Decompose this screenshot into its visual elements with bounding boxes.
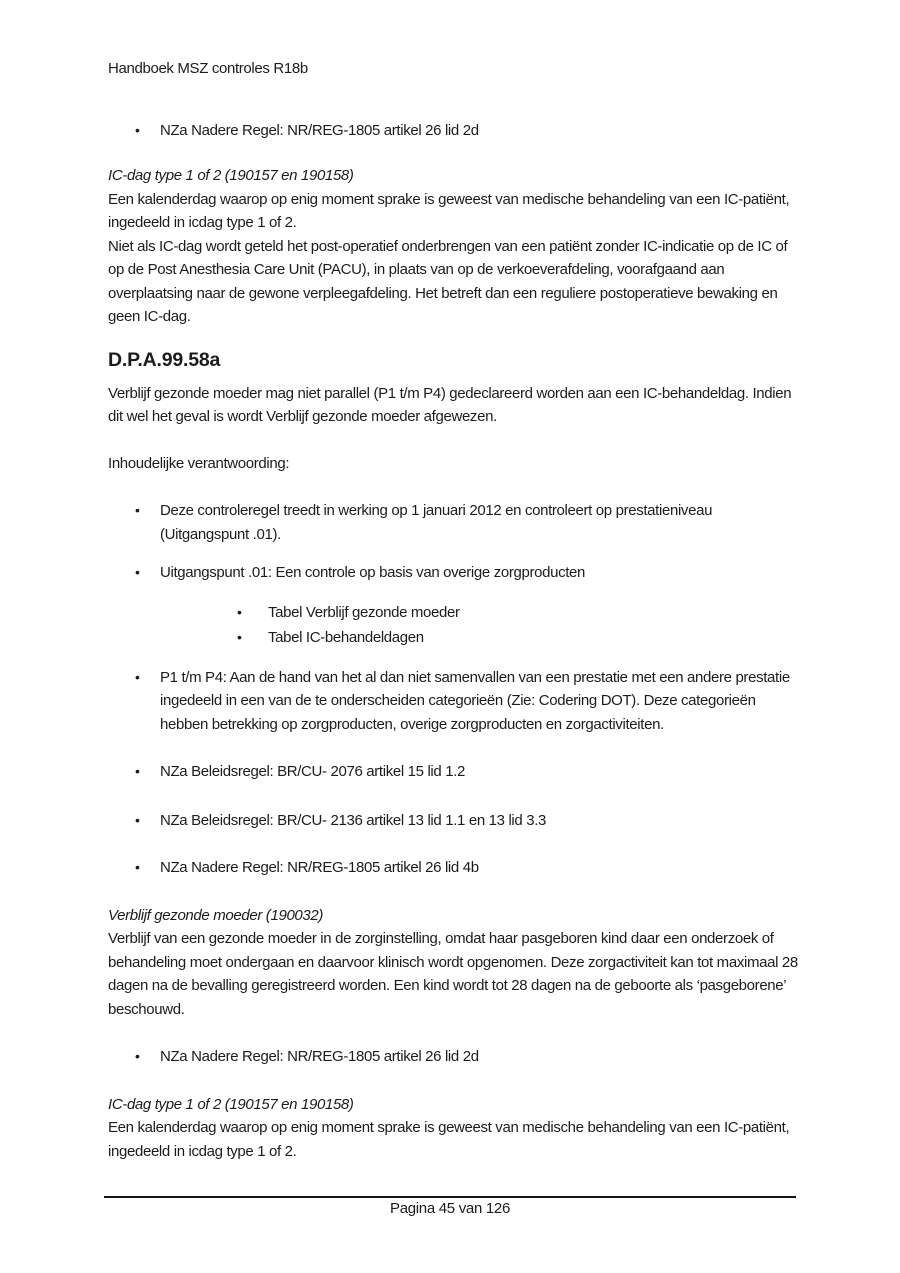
bullet-text-beleidsregel-2076: NZa Beleidsregel: BR/CU- 2076 artikel 15 lid 1.2 bbox=[160, 763, 466, 780]
verblijf-definition-paragraph: Verblijf van een gezonde moeder in de zorginstelling, omdat haar pasgeboren kind daar een onderzoek of behandeling moet ondergaan en daarvoor klinisch wordt opgenomen. Deze zorgactiviteit kan tot maximaal 28 dagen na de bevalling geregistreerd worden. Een kind wordt tot 28 dagen na de geboorte als ‘pasgeborene’ beschouwd. bbox=[108, 930, 798, 1018]
document-header-title: Handboek MSZ controles R18b bbox=[108, 60, 308, 77]
list-item bbox=[108, 856, 798, 880]
bullet-icon: • bbox=[135, 121, 140, 138]
icdag-definition-paragraph-1: Een kalenderdag waarop op enig moment sprake is geweest van medische behandeling van een IC-patiënt, ingedeeld in icdag type 1 of 2. bbox=[108, 190, 790, 231]
document-content bbox=[108, 57, 798, 1163]
bullet-icon: • bbox=[135, 1048, 140, 1064]
rule-description: Verblijf gezonde moeder mag niet parallel (P1 t/m P4) gedeclareerd worden aan een IC-behandeldag. Indien dit wel het geval is wordt Verblijf gezonde moeder afgewezen. bbox=[108, 384, 792, 425]
bullet-text-uitgangspunt: Uitgangspunt .01: Een controle op basis van overige zorgproducten bbox=[160, 564, 586, 581]
list-item bbox=[108, 666, 798, 737]
verblijf-definition-title: Verblijf gezonde moeder (190032) bbox=[108, 906, 324, 924]
bullet-text-controleregel: Deze controleregel treedt in werking op 1 januari 2012 en controleert op prestatieniveau (Uitgangspunt .01). bbox=[160, 502, 713, 543]
sub-list-item bbox=[108, 626, 798, 650]
bullet-text-p1-p4: P1 t/m P4: Aan de hand van het al dan niet samenvallen van een prestatie met een andere prestatie ingedeeld in een van de te onderscheiden categorieën (Zie: Codering DOT). Deze categorieën hebben betrekking op zorgproducten, overige zorgproducten en zorgactiviteiten. bbox=[160, 668, 790, 733]
bullet-icon: • bbox=[135, 502, 140, 518]
bullet-icon: • bbox=[237, 603, 242, 620]
sub-bullet-text-tabel-icdagen: Tabel IC-behandeldagen bbox=[268, 629, 424, 646]
bullet-icon: • bbox=[135, 564, 140, 580]
icdag-definition-title-repeat: IC-dag type 1 of 2 (190157 en 190158) bbox=[108, 1095, 354, 1113]
bullet-icon: • bbox=[237, 629, 242, 645]
page-number: Pagina 45 van 126 bbox=[389, 1200, 510, 1217]
icdag-definition-paragraph-2: Niet als IC-dag wordt geteld het post-operatief onderbrengen van een patiënt zonder IC-indicatie op de IC of op de Post Anesthesia Care Unit (PACU), in plaats van op de verkoeverafdeling, voorafgaand aan overplaatsing naar de gewone verpleegafdeling. Het betreft dan een reguliere postoperatieve bewaking en geen IC-dag. bbox=[108, 237, 788, 325]
bullet-text-nza-nadere-regel: NZa Nadere Regel: NR/REG-1805 artikel 26 lid 2d bbox=[160, 121, 479, 139]
bullet-text-beleidsregel-2136: NZa Beleidsregel: BR/CU- 2136 artikel 13 lid 1.1 en 13 lid 3.3 bbox=[160, 811, 547, 829]
footer-divider bbox=[104, 1196, 796, 1198]
bullet-text-nadere-regel-2d: NZa Nadere Regel: NR/REG-1805 artikel 26 lid 2d bbox=[160, 1048, 479, 1065]
list-item bbox=[108, 561, 798, 585]
sub-list-item bbox=[108, 601, 798, 625]
bullet-icon: • bbox=[135, 811, 140, 828]
bullet-text-nadere-regel-4b: NZa Nadere Regel: NR/REG-1805 artikel 26 lid 4b bbox=[160, 859, 479, 876]
list-item bbox=[108, 1045, 798, 1069]
verantwoording-label: Inhoudelijke verantwoording: bbox=[108, 454, 290, 472]
list-item bbox=[108, 809, 798, 833]
bullet-icon: • bbox=[135, 668, 140, 685]
icdag-definition-title: IC-dag type 1 of 2 (190157 en 190158) bbox=[108, 167, 354, 184]
bullet-icon: • bbox=[135, 763, 140, 779]
list-item bbox=[108, 499, 798, 546]
list-item bbox=[108, 119, 798, 143]
bullet-icon: • bbox=[135, 859, 140, 875]
rule-code-heading: D.P.A.99.58a bbox=[108, 348, 221, 371]
icdag-definition-paragraph-repeat: Een kalenderdag waarop op enig moment sprake is geweest van medische behandeling van een IC-patiënt, ingedeeld in icdag type 1 of 2. bbox=[108, 1119, 790, 1160]
sub-bullet-text-tabel-verblijf: Tabel Verblijf gezonde moeder bbox=[268, 603, 460, 621]
list-item bbox=[108, 760, 798, 784]
